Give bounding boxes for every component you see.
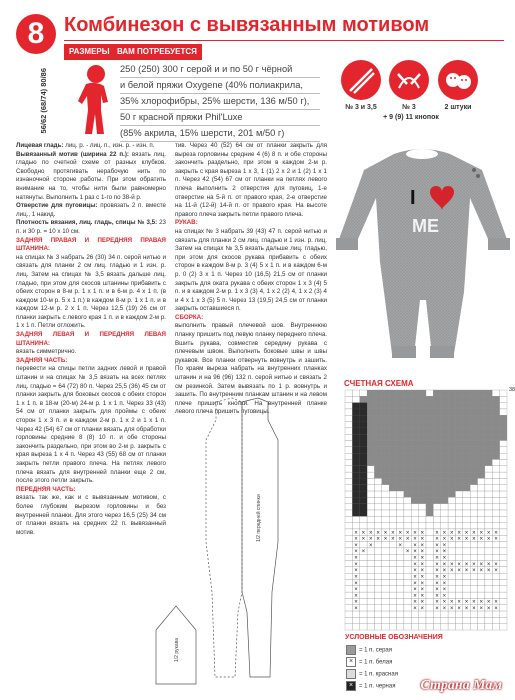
- materials-line: 50 г красной пряжи Phil'Luxe: [120, 110, 320, 126]
- svg-text:×: ×: [450, 599, 454, 606]
- svg-text:×: ×: [376, 536, 380, 543]
- materials-line: (85% акрила, 15% шерсти, 201 м/50 г): [120, 126, 320, 142]
- materials-line: 250 (250) 300 г серой и и по 50 г чёрной: [120, 62, 320, 78]
- instructions-column-1: [16, 142, 166, 537]
- svg-text:×: ×: [413, 536, 417, 543]
- instruction-paragraph: перевести на спицы петли задних левой и правой штанин и на спицах № 3,5 вязать на всех петлях лиц. гладью = 64 (72) 80 п. Через 25,5 (36) 45 см от планки закрыть для боковых скосов с обеих сторон 1 х 1 п. в 18-м (20-м) 24-м р. 1 х 1 п. Через 33 (43) 54 см от планки закрыть для проймы с обеих сторон 1 х 3 п. и в каждом 2-м р. 1 х 2 и 1 х 1 п. Через 42 (54) 67 см от планки вязать для обработки горловины средние 8 (8) 10 п. и обе стороны закончить раздельно, при этом во 2-м р. закрыть с края выреза 1 х 4 п. Через 43 (55) 68 см от планки закрыть петли правого плеча. На петлях левого плеча вязать для внутренней планки еще 2 см, после этого петли закрыть.: [16, 365, 166, 485]
- svg-text:×: ×: [354, 536, 358, 543]
- svg-text:×: ×: [435, 599, 439, 606]
- svg-text:×: ×: [479, 568, 483, 575]
- tool-label: № 3 и 3,5: [345, 104, 377, 111]
- circular-needle-icon: [389, 60, 429, 100]
- svg-text:×: ×: [442, 574, 447, 581]
- svg-text:×: ×: [413, 568, 417, 575]
- svg-text:×: ×: [413, 587, 417, 594]
- svg-text:×: ×: [464, 606, 469, 613]
- instruction-paragraph: Вывязанный мотив (ширина 22 п.): вязать лиц. гладью по счетной схеме от разных клубков. Свободно протягивать нерабочую нить по изнаночной стороне работы. При этом обратить внимание на то, чтобы нити были равномерно натянуты. Выполнить 1 раз с 1-го по 38-й р.: [16, 150, 166, 201]
- instruction-paragraph: Отверстие для пуговицы: провязать 2 п. вместе лиц., 1 накид.: [16, 202, 166, 218]
- svg-text:×: ×: [435, 561, 439, 568]
- legend-item-red: = 1 п. красная: [346, 669, 398, 679]
- svg-text:×: ×: [420, 549, 425, 556]
- svg-text:×: ×: [420, 561, 425, 568]
- instruction-paragraph: вязать так же, как и с вывязанным мотивом, с более глубоким вырезом горловины и без внутренней планки. Для этого через 16,5 (25) 34 см от планки вязать на средних 22 п. вывязанный мотив.: [16, 494, 166, 536]
- size-labels: 56/62 (68/74) 80/86: [39, 68, 48, 134]
- svg-text:×: ×: [361, 536, 366, 543]
- svg-text:×: ×: [420, 530, 425, 537]
- svg-text:×: ×: [383, 536, 388, 543]
- svg-text:×: ×: [442, 561, 447, 568]
- svg-text:×: ×: [435, 574, 439, 581]
- svg-text:×: ×: [420, 593, 425, 600]
- svg-text:×: ×: [413, 593, 417, 600]
- svg-text:×: ×: [442, 599, 447, 606]
- red-swatch: [346, 669, 356, 679]
- svg-text:×: ×: [391, 536, 395, 543]
- svg-text:×: ×: [472, 536, 476, 543]
- svg-text:×: ×: [354, 574, 358, 581]
- svg-text:×: ×: [464, 568, 469, 575]
- svg-text:×: ×: [442, 593, 447, 600]
- instruction-paragraph: Лицевая гладь: лиц. р. - лиц. п., изн. р. - изн. п.: [16, 142, 155, 149]
- instruction-paragraph: выполнить правый плечевой шов. Внутреннюю планку пришить под левую планку переднего плеча. Вшить рукава, совместив середину рукава с плечевым швом. Выполнить боковые швы и швы рукавов. Все планки отвернуть вовнутрь и зашить. По краям выреза набрать на внутренних планках штанин и на 96 (96) 132 п. серой нитью и связать 2 см резинкой. Затем вывязать по 1 р. вовнутрь и зашить. По внутренним планкам штанин и на левом плече пришить кнопки. На внутренней планке левого плеча пришить пуговицы.: [175, 322, 327, 416]
- svg-text:×: ×: [420, 587, 425, 594]
- svg-text:×: ×: [442, 606, 447, 613]
- svg-text:×: ×: [472, 568, 476, 575]
- section-heading: ЗАДНЯЯ ЛЕВАЯ И ПЕРЕДНЯЯ ЛЕВАЯ ШТАНИНА:: [16, 331, 166, 347]
- svg-text:×: ×: [435, 568, 439, 575]
- pattern-number-badge: 8: [16, 14, 56, 54]
- svg-text:×: ×: [435, 587, 439, 594]
- watermark: Страна Мам: [420, 678, 502, 693]
- svg-text:×: ×: [405, 549, 410, 556]
- svg-text:×: ×: [420, 580, 425, 587]
- svg-text:×: ×: [354, 542, 358, 549]
- svg-text:×: ×: [420, 555, 425, 562]
- baby-silhouette-icon: [70, 62, 116, 138]
- svg-text:×: ×: [457, 599, 461, 606]
- photo-text-me: ME: [412, 216, 439, 236]
- svg-text:×: ×: [450, 561, 454, 568]
- svg-text:×: ×: [486, 530, 491, 537]
- sizes-tag: РАЗМЕРЫ: [64, 44, 115, 60]
- chart-row-label: 38: [509, 387, 515, 393]
- svg-text:×: ×: [435, 580, 439, 587]
- svg-text:×: ×: [494, 599, 498, 606]
- section-heading: СБОРКА:: [175, 313, 204, 321]
- svg-text:×: ×: [464, 561, 469, 568]
- svg-text:×: ×: [413, 606, 417, 613]
- svg-text:×: ×: [442, 536, 447, 543]
- svg-text:×: ×: [435, 536, 439, 543]
- svg-text:×: ×: [486, 606, 491, 613]
- tool-label: № 3: [402, 104, 416, 111]
- svg-text:×: ×: [464, 536, 469, 543]
- svg-text:×: ×: [457, 530, 461, 537]
- svg-text:×: ×: [391, 530, 395, 537]
- svg-text:×: ×: [354, 580, 358, 587]
- legend-item-white: × = 1 п. белая: [346, 657, 392, 667]
- materials-list: [120, 62, 320, 142]
- svg-text:×: ×: [369, 530, 373, 537]
- svg-text:×: ×: [479, 599, 483, 606]
- svg-text:×: ×: [450, 530, 454, 537]
- romper-photo: [332, 142, 514, 372]
- grey-swatch: [346, 645, 356, 655]
- svg-text:×: ×: [413, 561, 417, 568]
- svg-text:×: ×: [405, 530, 410, 537]
- svg-text:×: ×: [486, 568, 491, 575]
- instruction-paragraph: на спицах № 3 набрать 26 (30) 34 п. серой нитью и связать для планки 2 см лиц. гладью и 1 изн. р. лиц. Затем на спицах № 3,5 вязать дальше лиц. гладью, при этом для скосов штанины прибавить с обеих сторон в 8-м р. 1 х 1 п. и в 6-м р. 4 х 1 п. (в каждом 10-м р. 5 х 1 п.) в каждом 8-м р. 1 х 1 п. и в каждом 12-м р. 2 х 1 п. Через 12,5 (19) 26 см от планки закрыть с левого края 1 п. и в каждом 2-м р. 1 х 1 п. Петли отложить.: [16, 253, 166, 330]
- svg-text:×: ×: [442, 555, 447, 562]
- legend-title: УСЛОВНЫЕ ОБОЗНАЧЕНИЯ: [345, 634, 443, 641]
- svg-text:×: ×: [435, 606, 439, 613]
- buttons-icon: [438, 60, 478, 100]
- svg-text:×: ×: [486, 536, 491, 543]
- materials-line: 35% хлорофибры, 25% шерсти, 136 м/50 г),: [120, 94, 320, 110]
- svg-text:×: ×: [398, 536, 402, 543]
- white-swatch: ×: [346, 657, 356, 667]
- svg-text:×: ×: [457, 606, 461, 613]
- svg-text:×: ×: [420, 574, 425, 581]
- svg-text:×: ×: [413, 599, 417, 606]
- tool-label: 2 штуки: [444, 104, 472, 111]
- svg-text:×: ×: [354, 587, 358, 594]
- svg-text:×: ×: [472, 599, 476, 606]
- svg-text:×: ×: [486, 599, 491, 606]
- svg-text:×: ×: [413, 555, 417, 562]
- svg-text:×: ×: [383, 530, 388, 537]
- svg-text:×: ×: [413, 574, 417, 581]
- svg-text:×: ×: [457, 561, 461, 568]
- svg-text:×: ×: [361, 530, 366, 537]
- svg-text:×: ×: [405, 536, 410, 543]
- svg-text:×: ×: [420, 542, 425, 549]
- legend-item-black: × = 1 п. черная: [346, 681, 395, 691]
- svg-text:×: ×: [442, 542, 447, 549]
- svg-text:×: ×: [494, 561, 498, 568]
- svg-text:×: ×: [376, 530, 380, 537]
- svg-text:×: ×: [354, 593, 358, 600]
- instruction-paragraph: тив. Через 40 (52) 64 см от планки закрыть для выреза горловины средние 4 (6) 8 п. и обе стороны закончить раздельно, при этом в каждом 2-м р. закрыть с края выреза 1 х 3, 1 (1) 2 х 2 и 1 (2) 1 х 1 п. Через 42 (54) 67 см от планки на петлях левого плеча выполнить 2 отверстия для пуговиц, 1-е отверстие на 5-й п. от правого края, 2-е отверстие на 11-й (12-й) 14-й п. от правого края. На высоте правого плеча закрыть петли правого плеча.: [175, 142, 327, 218]
- instruction-paragraph: на спицах № 3 набрать 39 (43) 47 п. серой нитью и связать для планки 2 см лиц. гладью и 1 изн. р. лиц. Затем на спицах № 3,5 вязать дальше лиц. гладью, при этом для скосов рукава прибавить с обеих сторон в каждом 8-м р. 3 (4) 5 х 1 п. и в каждом 6-м р. 0 (2) 3 х 1 п. Через 10 (16,5) 21,5 см от планки закрыть для оката рукава с обеих сторон 1 х 3 (4) 5 п. и в каждом 2-м р. 1 х 3 (3) 4, 1 х 2 (2) 4, 1 х 2 (3) 4 и 4 х 1 х 3 (5) 5 п. Через 13 (19,5) 24,5 см от планки закрыть оставшиеся п.: [175, 227, 327, 313]
- materials-tag: ВАМ ПОТРЕБУЕТСЯ: [112, 44, 202, 60]
- svg-text:×: ×: [398, 530, 402, 537]
- svg-text:×: ×: [457, 536, 461, 543]
- section-heading: РУКАВ:: [175, 219, 198, 227]
- svg-text:×: ×: [354, 599, 358, 606]
- svg-text:×: ×: [354, 568, 358, 575]
- svg-text:×: ×: [464, 530, 469, 537]
- svg-text:×: ×: [472, 530, 476, 537]
- black-swatch: ×: [346, 681, 356, 691]
- svg-text:×: ×: [442, 568, 447, 575]
- legend-item-grey: = 1 п. серая: [346, 645, 392, 655]
- svg-text:×: ×: [442, 587, 447, 594]
- svg-text:×: ×: [494, 606, 498, 613]
- svg-text:×: ×: [457, 568, 461, 575]
- instructions-column-2: [175, 142, 327, 417]
- svg-text:×: ×: [479, 536, 483, 543]
- svg-text:×: ×: [413, 530, 417, 537]
- svg-text:×: ×: [435, 542, 439, 549]
- svg-text:×: ×: [435, 555, 439, 562]
- svg-text:×: ×: [354, 555, 358, 562]
- svg-text:×: ×: [420, 599, 425, 606]
- section-heading: ПЕРЕДНЯЯ ЧАСТЬ:: [16, 485, 76, 493]
- svg-text:×: ×: [494, 536, 498, 543]
- schematic-label: 1/2 передней спинки: [256, 494, 262, 542]
- knitting-needles-icon: [341, 60, 381, 100]
- svg-text:×: ×: [354, 561, 358, 568]
- svg-text:×: ×: [354, 549, 358, 556]
- photo-text-i: I: [410, 187, 416, 209]
- svg-text:×: ×: [361, 549, 366, 556]
- svg-text:×: ×: [398, 542, 402, 549]
- svg-text:×: ×: [479, 606, 483, 613]
- svg-text:×: ×: [494, 530, 498, 537]
- svg-text:×: ×: [442, 580, 447, 587]
- svg-text:×: ×: [472, 561, 476, 568]
- svg-text:×: ×: [420, 568, 425, 575]
- svg-text:×: ×: [450, 536, 454, 543]
- pattern-schematic: [150, 392, 330, 692]
- svg-text:×: ×: [420, 536, 425, 543]
- svg-text:×: ×: [420, 606, 425, 613]
- svg-text:×: ×: [413, 542, 417, 549]
- svg-text:×: ×: [413, 580, 417, 587]
- svg-text:×: ×: [435, 593, 439, 600]
- svg-text:×: ×: [450, 606, 454, 613]
- counting-chart-grid: [345, 390, 507, 630]
- section-heading: ЗАДНЯЯ ПРАВАЯ И ПЕРЕДНЯЯ ПРАВАЯ ШТАНИНА:: [16, 236, 166, 253]
- svg-text:×: ×: [354, 530, 358, 537]
- svg-text:×: ×: [413, 549, 417, 556]
- page-title: Комбинезон с вывязанным мотивом: [64, 14, 430, 36]
- svg-text:×: ×: [479, 530, 483, 537]
- section-heading: ЗАДНЯЯ ЧАСТЬ:: [16, 356, 68, 364]
- chart-title: СЧЕТНАЯ СХЕМА: [344, 379, 414, 388]
- tool-extra-label: + 9 (9) 11 кнопок: [383, 114, 439, 121]
- title-divider: [64, 40, 504, 41]
- schematic-label: 1/2 рукава: [174, 637, 180, 662]
- svg-text:×: ×: [369, 536, 373, 543]
- svg-text:×: ×: [435, 530, 439, 537]
- instruction-paragraph: Плотность вязания, лиц. гладь, спицы № 3,5: 23 п. и 30 р. = 10 х 10 см.: [16, 219, 166, 235]
- svg-text:×: ×: [369, 542, 373, 549]
- svg-text:×: ×: [479, 561, 483, 568]
- svg-text:×: ×: [472, 606, 476, 613]
- svg-text:×: ×: [442, 549, 447, 556]
- svg-text:×: ×: [494, 568, 498, 575]
- svg-text:×: ×: [435, 549, 439, 556]
- svg-text:×: ×: [442, 530, 447, 537]
- svg-text:×: ×: [450, 568, 454, 575]
- materials-line: и белой пряжи Oxygene (40% полиакрила,: [120, 78, 320, 94]
- svg-text:×: ×: [486, 561, 491, 568]
- svg-text:×: ×: [464, 599, 469, 606]
- instruction-paragraph: вязать симметрично.: [16, 348, 77, 356]
- svg-text:×: ×: [354, 606, 358, 613]
